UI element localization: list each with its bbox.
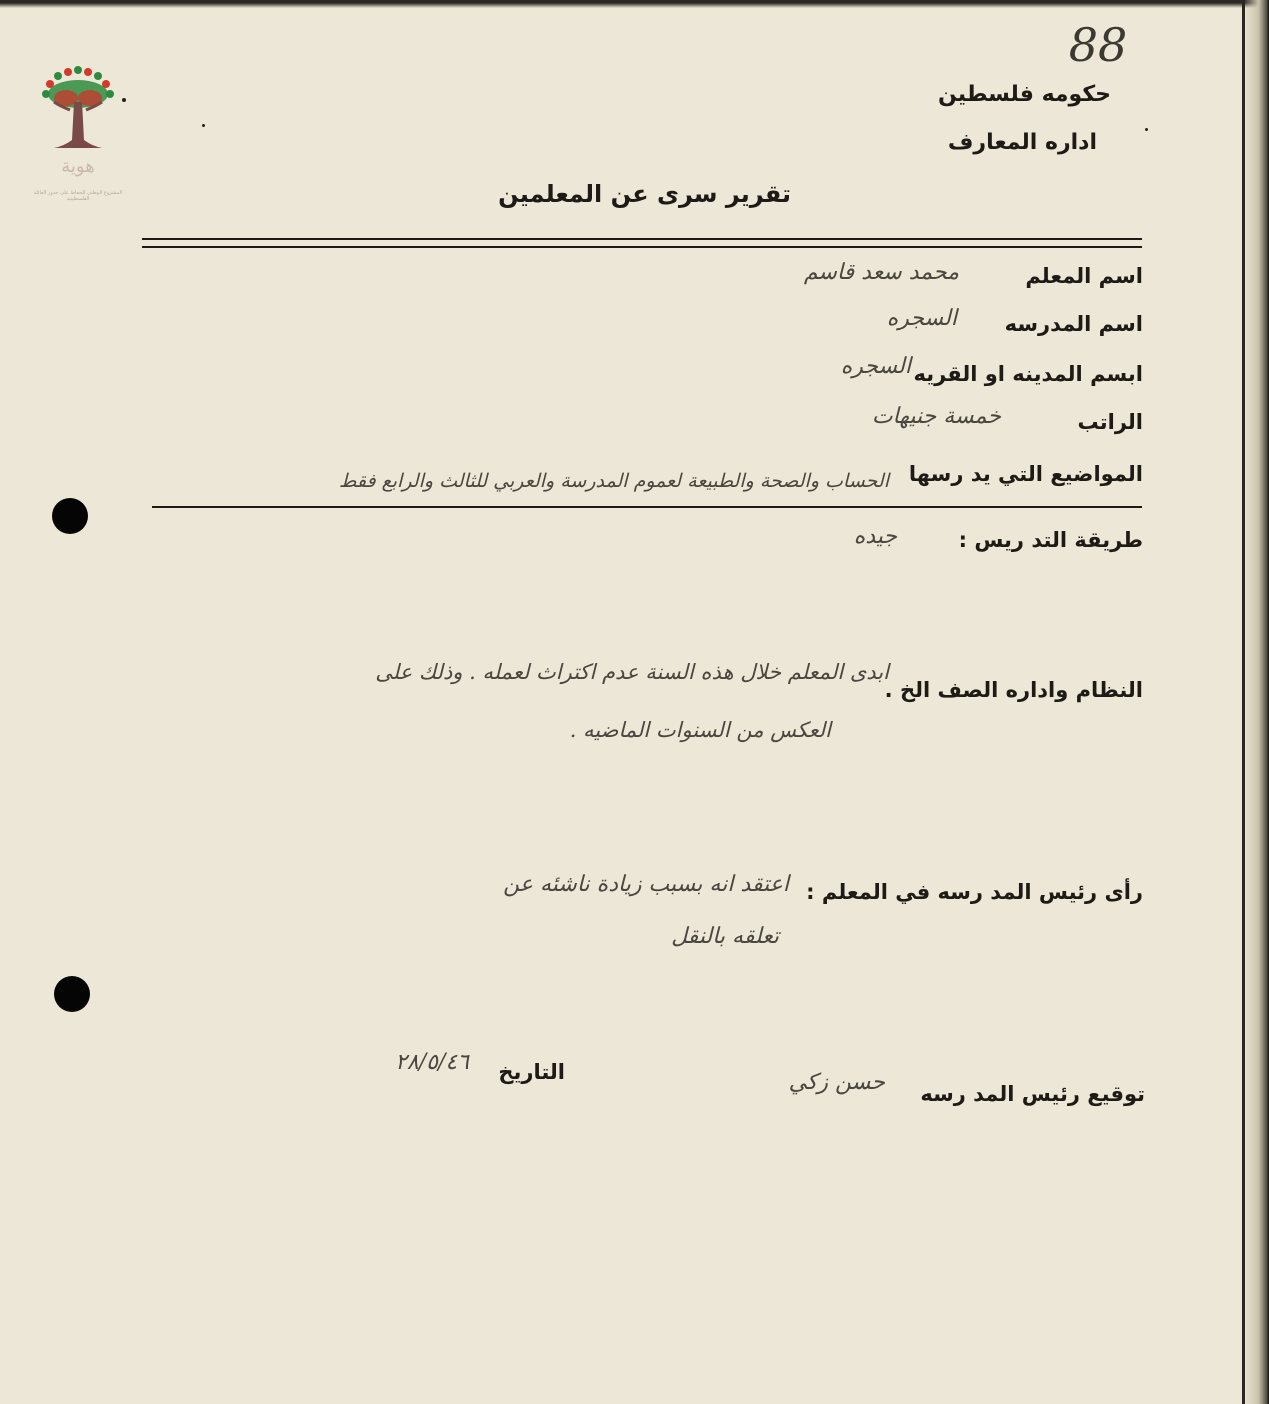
discipline-line-2: العكس من السنوات الماضيه . [569, 718, 831, 742]
scan-right-border [1242, 0, 1245, 1404]
signature-label: توقيع رئيس المد رسه [920, 1082, 1145, 1106]
government-heading: حكومه فلسطين [937, 82, 1111, 107]
scan-top-edge [0, 0, 1269, 8]
punch-hole-lower [54, 976, 90, 1012]
ink-speck [202, 124, 205, 127]
date-value: ٢٨/٥/٤٦ [395, 1050, 469, 1075]
header-rule-top [142, 238, 1142, 240]
opinion-line-2: تعلقه بالنقل [671, 924, 779, 949]
method-value: جيده [853, 524, 897, 549]
tree-logo-icon [30, 52, 126, 212]
salary-label: الراتب [1077, 410, 1143, 434]
opinion-label: رأى رئيس المد رسه في المعلم : [806, 880, 1143, 904]
town-name-value: السجره [840, 354, 911, 379]
teacher-name-label: اسم المعلم [1025, 264, 1143, 288]
method-label: طريقة التد ريس : [958, 528, 1143, 552]
scan-right-edge [1243, 0, 1269, 1404]
discipline-label: النظام واداره الصف الخ . [884, 678, 1143, 702]
discipline-line-1: ابدى المعلم خلال هذه السنة عدم اكتراث لعمله . وذلك على [375, 660, 889, 684]
document-title: تقرير سرى عن المعلمين [498, 180, 791, 208]
opinion-line-1: اعتقد انه بسبب زيادة ناشئه عن [503, 872, 789, 897]
page-number: 88 [1068, 18, 1128, 72]
logo-caption: المشروع الوطني للحفاظ على جذور العائلة الفلسطينية [33, 190, 123, 202]
subjects-label: المواضيع التي يد رسها [908, 462, 1143, 486]
svg-text:هوية: هوية [61, 156, 95, 177]
signature-value: حسن زكي [788, 1070, 885, 1095]
fields-rule [152, 506, 1142, 508]
date-label: التاريخ [498, 1060, 565, 1084]
ink-speck [122, 98, 126, 102]
header-rule-bottom [142, 246, 1142, 248]
subjects-value: الحساب والصحة والطبيعة لعموم المدرسة والعربي للثالث والرابع فقط [338, 470, 889, 492]
school-name-label: اسم المدرسه [1004, 312, 1143, 336]
department-heading: اداره المعارف [947, 130, 1097, 155]
salary-value: خمسة جنيهات [871, 404, 1001, 429]
town-name-label: ابسم المدينه او القريه [913, 362, 1143, 386]
school-name-value: السجره [886, 306, 957, 331]
teacher-name-value: محمد سعد قاسم [803, 260, 959, 285]
ink-speck [1145, 128, 1148, 131]
punch-hole-upper [52, 498, 88, 534]
